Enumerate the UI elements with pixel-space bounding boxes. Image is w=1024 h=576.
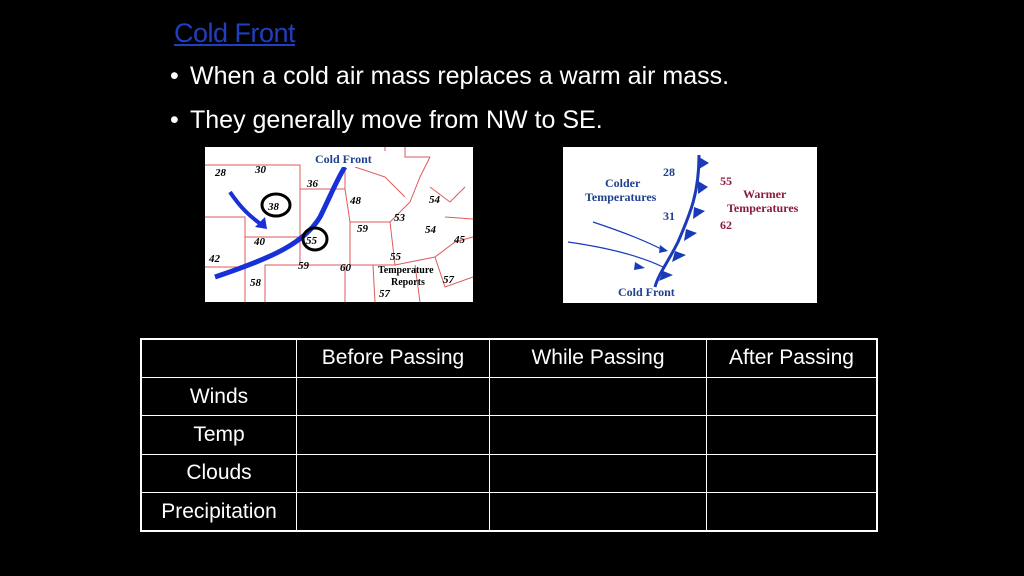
- header-after-passing: After Passing: [707, 339, 878, 377]
- cold-temp-1: 28: [663, 165, 675, 179]
- table-cell: [707, 493, 878, 531]
- reports-label-2: Reports: [391, 277, 425, 288]
- flow-arrow-2: [634, 262, 645, 270]
- cold-front-diagram: [563, 147, 817, 303]
- header-while-passing: While Passing: [490, 339, 707, 377]
- temp-label: 59: [357, 223, 368, 235]
- front-label: Cold Front: [618, 285, 675, 299]
- table-header-row: [141, 339, 877, 377]
- table-row: [141, 416, 877, 454]
- table-cell: [490, 416, 707, 454]
- temp-label: 55: [306, 235, 317, 247]
- bullet-2: [170, 106, 603, 135]
- warm-temp-1: 55: [720, 174, 732, 188]
- row-label-clouds: Clouds: [141, 454, 297, 492]
- temp-label: 28: [215, 167, 226, 179]
- bullet-dot: •: [170, 62, 179, 90]
- temp-label: 48: [350, 195, 361, 207]
- cold-temp-2: 31: [663, 209, 675, 223]
- table-cell: [490, 454, 707, 492]
- row-label-winds: Winds: [141, 377, 297, 415]
- slide-title: Cold Front: [174, 18, 296, 48]
- temp-label: 60: [340, 262, 351, 274]
- table-cell: [707, 377, 878, 415]
- warm-temp-2: 62: [720, 218, 732, 232]
- table-cell: [297, 377, 490, 415]
- temp-label: 36: [307, 178, 318, 190]
- temp-label: 38: [268, 201, 279, 213]
- weather-map-image: [205, 147, 473, 302]
- temp-label: 40: [254, 236, 265, 248]
- flow-line-2: [593, 222, 663, 250]
- temp-label: 45: [454, 234, 465, 246]
- temp-label: 53: [394, 212, 405, 224]
- temp-label: 59: [298, 260, 309, 272]
- front-passage-table: [140, 338, 878, 532]
- bullet-dot: •: [170, 106, 179, 134]
- temp-label: 54: [425, 224, 436, 236]
- table-cell: [297, 416, 490, 454]
- table-row: [141, 454, 877, 492]
- colder-label-2: Temperatures: [585, 190, 657, 204]
- bullet-2-text: They generally move from NW to SE.: [190, 106, 603, 134]
- reports-label-1: Temperature: [378, 265, 434, 276]
- temp-label: 57: [379, 288, 390, 300]
- bullet-1: [170, 62, 729, 91]
- temp-label: 57: [443, 274, 454, 286]
- temp-label: 54: [429, 194, 440, 206]
- row-label-temp: Temp: [141, 416, 297, 454]
- flow-line-1: [568, 242, 663, 267]
- map-front-label: Cold Front: [315, 152, 372, 166]
- warmer-label-2: Temperatures: [727, 201, 799, 215]
- table-row: [141, 493, 877, 531]
- weather-map-svg: [205, 147, 473, 302]
- table-cell: [490, 377, 707, 415]
- temp-label: 55: [390, 251, 401, 263]
- warmer-label-1: Warmer: [743, 187, 787, 201]
- colder-label-1: Colder: [605, 176, 641, 190]
- temp-label: 30: [255, 164, 266, 176]
- table-cell: [297, 454, 490, 492]
- wind-arrow: [230, 192, 265, 227]
- temp-label: 58: [250, 277, 261, 289]
- cold-front-line: [215, 167, 345, 277]
- table-cell: [707, 416, 878, 454]
- table-cell: [707, 454, 878, 492]
- temp-label: 42: [209, 253, 220, 265]
- header-before-passing: Before Passing: [297, 339, 490, 377]
- flow-arrow-1: [659, 245, 668, 253]
- table-cell: [297, 493, 490, 531]
- cold-front-diagram-svg: [563, 147, 817, 303]
- row-label-precipitation: Precipitation: [141, 493, 297, 531]
- header-cell-empty: [141, 339, 297, 377]
- bullet-1-text: When a cold air mass replaces a warm air mass.: [190, 62, 730, 90]
- table-row: [141, 377, 877, 415]
- front-line: [655, 155, 699, 287]
- table-cell: [490, 493, 707, 531]
